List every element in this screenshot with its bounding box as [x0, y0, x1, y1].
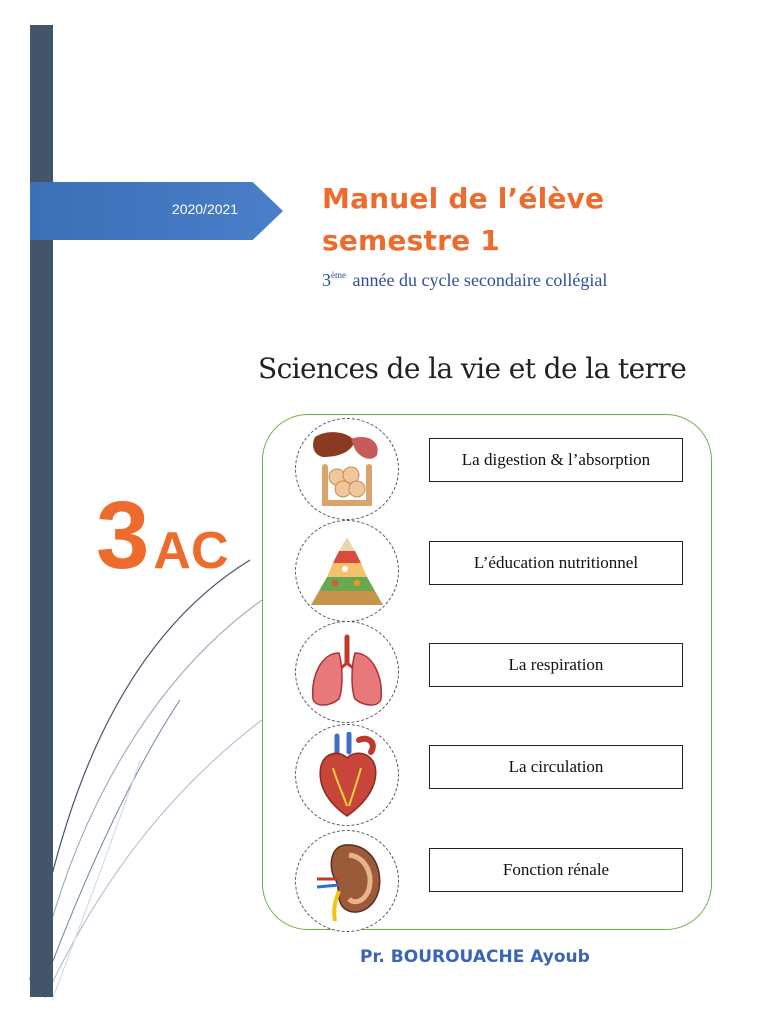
subtitle-superscript: ème — [331, 270, 346, 280]
topic-label-renal: Fonction rénale — [502, 860, 610, 879]
food-pyramid-icon — [295, 520, 399, 622]
topic-box-renal — [429, 848, 683, 892]
digestive-system-icon — [295, 418, 399, 520]
manual-title-line2: semestre 1 — [322, 224, 500, 257]
left-spine-bar — [30, 25, 53, 997]
topic-box-nutrition — [429, 541, 683, 585]
grade-label — [96, 482, 229, 589]
school-year: 2020/2021 — [171, 201, 239, 217]
topic-box-respiration — [429, 643, 683, 687]
topic-box-digestion — [429, 438, 683, 482]
grade-number: 3 — [96, 482, 150, 589]
author-name: Pr. BOUROUACHE Ayoub — [360, 947, 590, 967]
topic-label-circulation: La circulation — [508, 757, 604, 776]
kidney-icon — [295, 830, 399, 932]
topic-label-respiration: La respiration — [508, 655, 604, 674]
subtitle-prefix: 3 — [322, 270, 331, 290]
subject-title: Sciences de la vie et de la terre — [258, 352, 687, 385]
topic-label-nutrition: L’éducation nutritionnel — [473, 553, 639, 572]
topic-label-digestion: La digestion & l’absorption — [461, 450, 651, 469]
manual-title-line1: Manuel de l’élève — [322, 182, 605, 215]
subtitle-text: année du cycle secondaire collégial — [348, 270, 608, 290]
lungs-icon — [295, 621, 399, 723]
topic-box-circulation — [429, 745, 683, 789]
grade-letters: AC — [153, 522, 229, 580]
heart-icon — [295, 724, 399, 826]
manual-subtitle — [322, 270, 607, 291]
